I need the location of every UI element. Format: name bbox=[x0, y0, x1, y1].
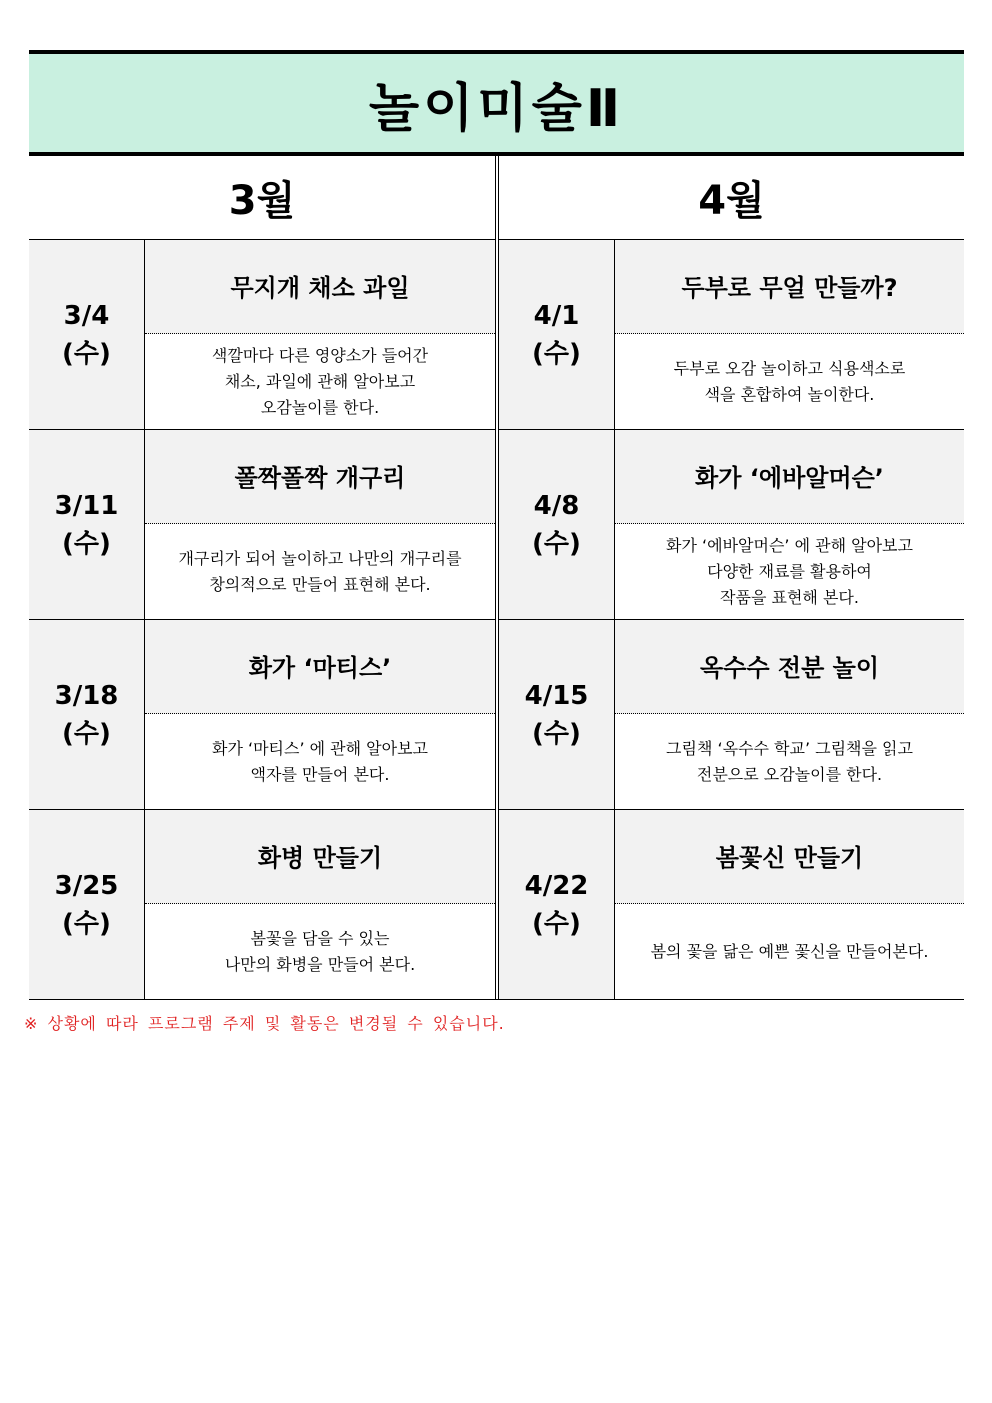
activity-description: 색깔마다 다른 영양소가 들어간 채소, 과일에 관해 알아보고 오감놀이를 한다. bbox=[145, 334, 495, 429]
date-cell bbox=[499, 430, 615, 619]
change-notice: ※ 상황에 따라 프로그램 주제 및 활동은 변경될 수 있습니다. bbox=[24, 1014, 505, 1033]
activity-description: 봄꽃을 담을 수 있는 나만의 화병을 만들어 본다. bbox=[145, 904, 495, 999]
weekday-text: (수) bbox=[532, 908, 581, 939]
activity-title: 화가 ‘에바알머슨’ bbox=[615, 430, 964, 524]
weekday-text: (수) bbox=[62, 908, 111, 939]
date-text: 4/15 bbox=[524, 680, 589, 711]
activity-title: 무지개 채소 과일 bbox=[145, 240, 495, 334]
activity-title: 봄꽃신 만들기 bbox=[615, 810, 964, 904]
activity-title: 화병 만들기 bbox=[145, 810, 495, 904]
weekday-text: (수) bbox=[532, 718, 581, 749]
activity-description: 화가 ‘에바알머슨’ 에 관해 알아보고 다양한 재료를 활용하여 작품을 표현해 본다. bbox=[615, 524, 964, 619]
date-text: 3/25 bbox=[54, 870, 119, 901]
weekday-text: (수) bbox=[532, 528, 581, 559]
activity-description: 두부로 오감 놀이하고 식용색소로 색을 혼합하여 놀이한다. bbox=[615, 334, 964, 429]
date-cell bbox=[29, 240, 145, 429]
activity-description: 화가 ‘마티스’ 에 관해 알아보고 액자를 만들어 본다. bbox=[145, 714, 495, 809]
date-cell bbox=[29, 620, 145, 809]
month-march-header: 3월 bbox=[228, 178, 296, 224]
month-divider bbox=[495, 156, 499, 999]
date-text: 3/4 bbox=[63, 300, 110, 331]
weekday-text: (수) bbox=[62, 718, 111, 749]
activity-description: 그림책 ‘옥수수 학교’ 그림책을 읽고 전분으로 오감놀이를 한다. bbox=[615, 714, 964, 809]
activity-title: 화가 ‘마티스’ bbox=[145, 620, 495, 714]
weekday-text: (수) bbox=[532, 338, 581, 369]
activity-title: 폴짝폴짝 개구리 bbox=[145, 430, 495, 524]
date-cell bbox=[29, 430, 145, 619]
date-cell bbox=[499, 240, 615, 429]
date-text: 4/8 bbox=[533, 490, 580, 521]
weekday-text: (수) bbox=[62, 338, 111, 369]
page-title: 놀이미술Ⅱ bbox=[368, 78, 625, 139]
weekday-text: (수) bbox=[62, 528, 111, 559]
date-cell bbox=[499, 620, 615, 809]
activity-title: 두부로 무얼 만들까? bbox=[615, 240, 964, 334]
date-text: 3/11 bbox=[54, 490, 119, 521]
activity-title: 옥수수 전분 놀이 bbox=[615, 620, 964, 714]
activity-description: 개구리가 되어 놀이하고 나만의 개구리를 창의적으로 만들어 표현해 본다. bbox=[145, 524, 495, 619]
date-text: 3/18 bbox=[54, 680, 119, 711]
date-cell bbox=[499, 810, 615, 999]
date-text: 4/1 bbox=[533, 300, 580, 331]
title-banner bbox=[29, 50, 964, 156]
date-cell bbox=[29, 810, 145, 999]
activity-description: 봄의 꽃을 닮은 예쁜 꽃신을 만들어본다. bbox=[615, 904, 964, 999]
month-april-header: 4월 bbox=[698, 178, 765, 224]
date-text: 4/22 bbox=[524, 870, 589, 901]
